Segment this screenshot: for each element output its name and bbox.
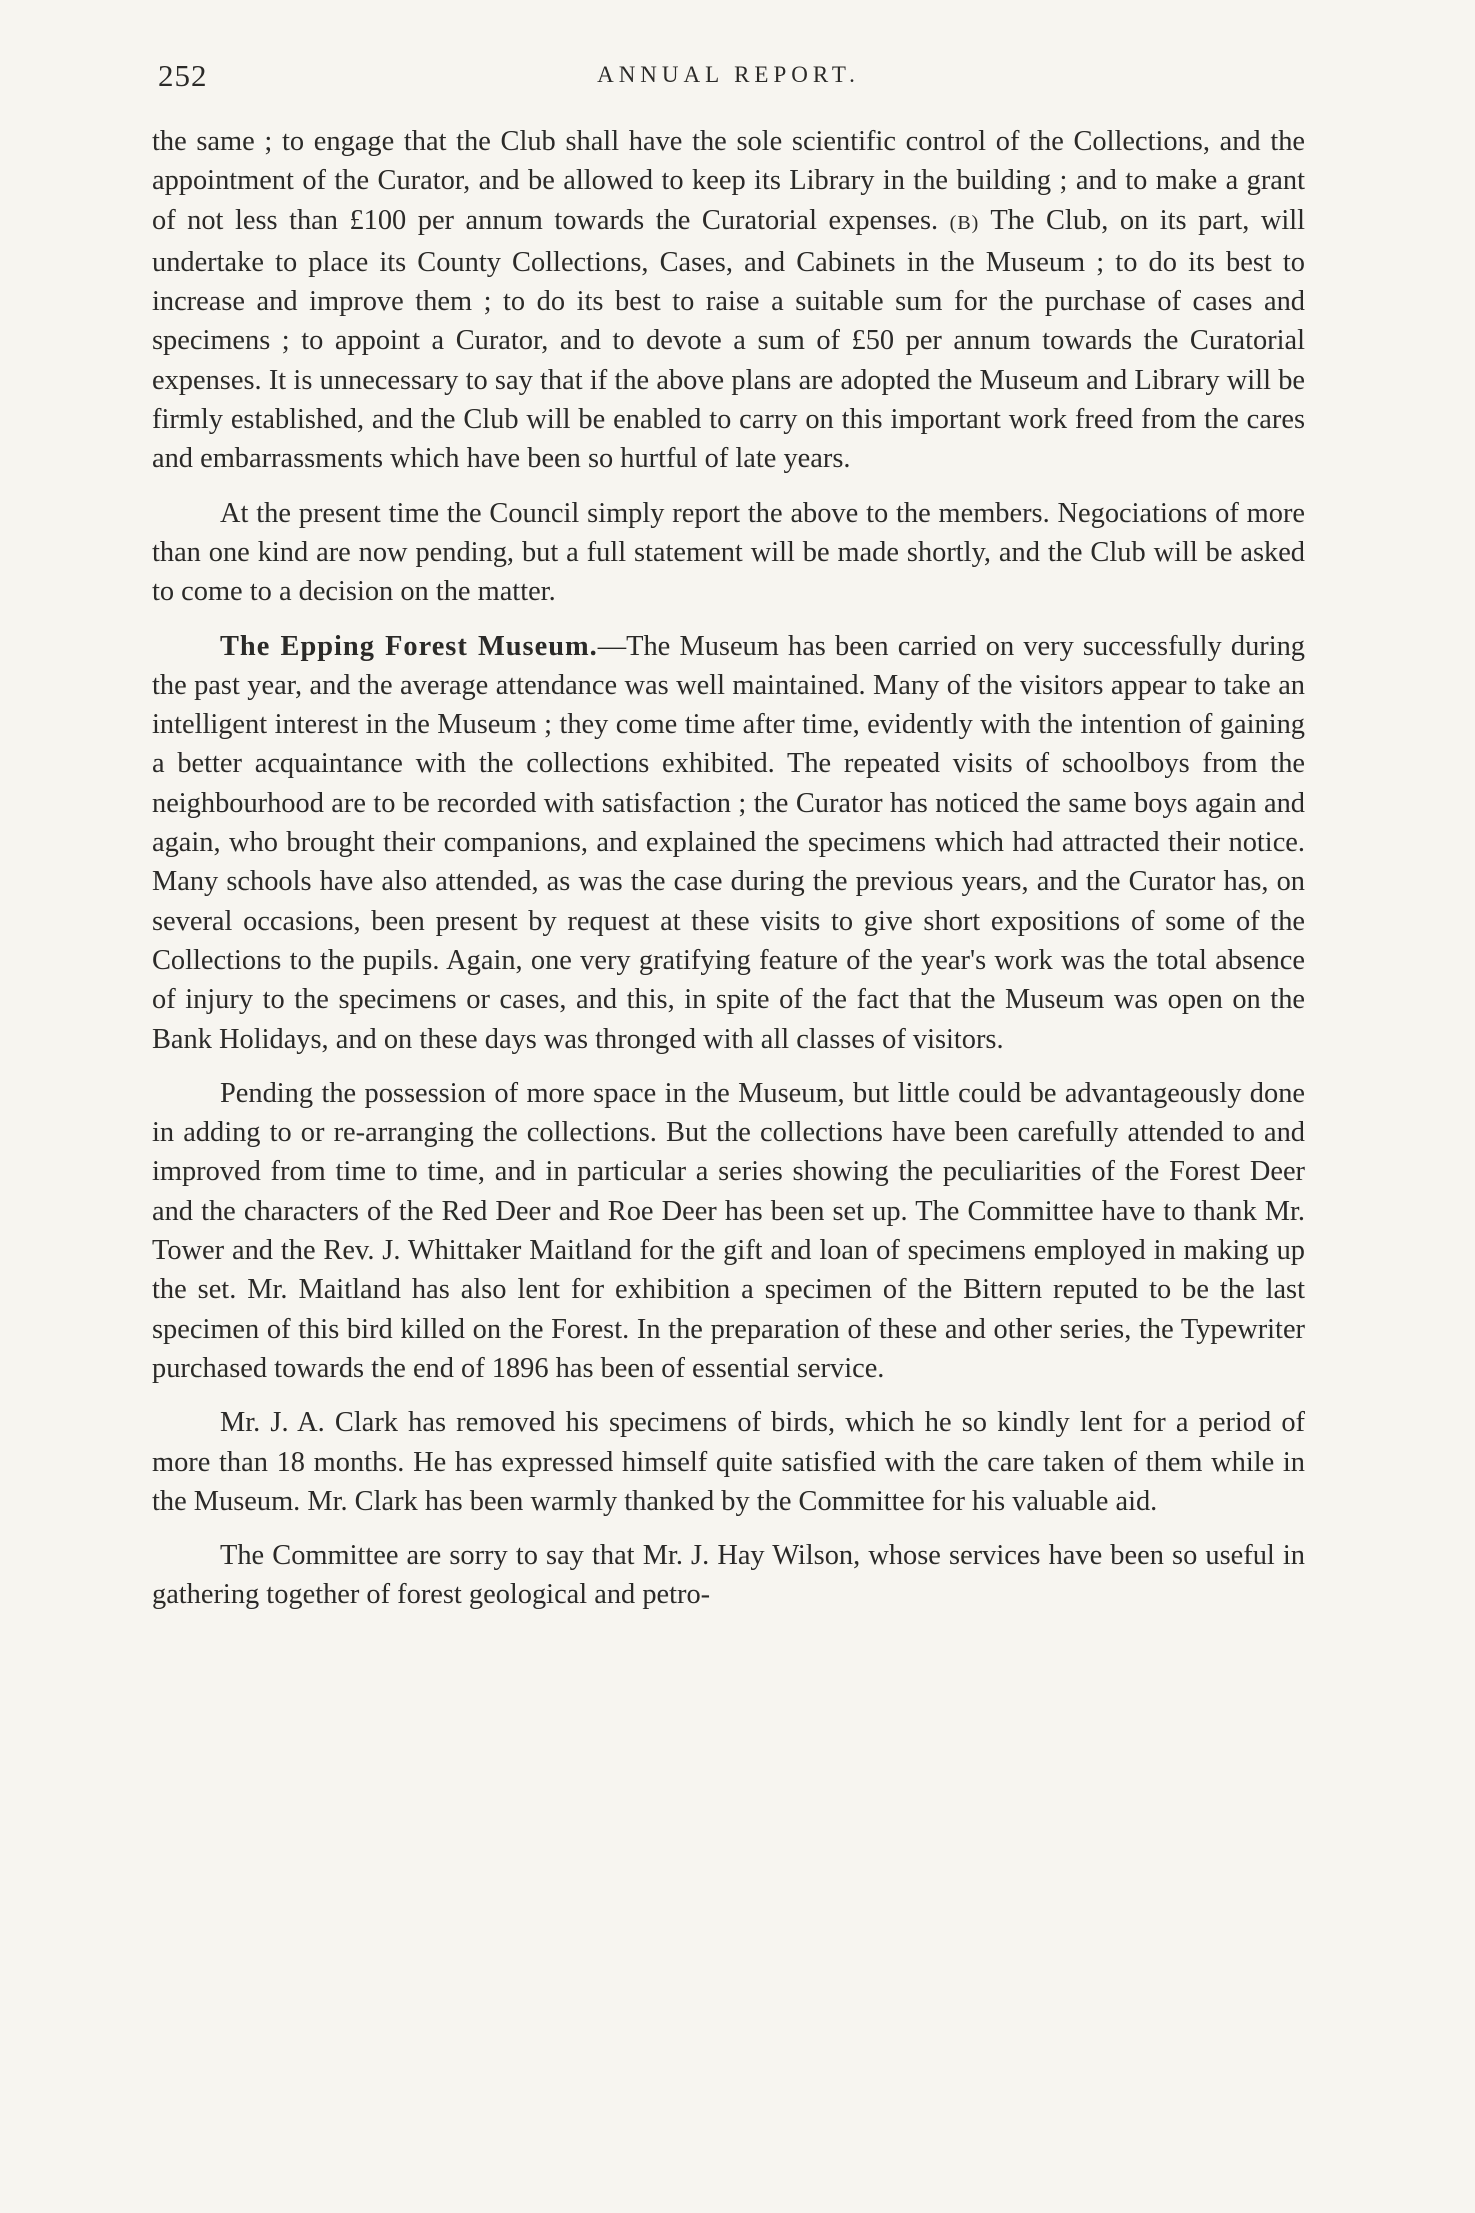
paragraph-council-report: At the present time the Council simply report the above to the members. Negociations of more than one kind are now pending, but a full statement will be made shortly, and the Club will be asked to come to a decision on the matter. [152,497,1305,608]
paragraph-text: The Club, on its part, will undertake to place its County Collections, Cases, and Cabinets in the Museum ; to do its best to increase and improve them ; to do its best to raise a suitable sum for the purchase of cases and specimens ; to appoint a Curator, and to devote a sum of £50 per annum towards the Curatorial expenses. It is unnecessary to say that if the above plans are adopted the Museum and Library will be firmly established, and the Club will be enabled to carry on this important work freed from the cares and embarrassments which have been so hurtful of late years. [152,204,1305,475]
page-header [152,52,1305,98]
paragraph-committee-wilson: The Committee are sorry to say that Mr. J. Hay Wilson, whose services have been so useful in gathering together of forest geological and petro- [152,1540,1305,1611]
paragraph-curatorial-agreement [152,122,1305,479]
document-page [152,52,1305,1630]
paragraph-epping-forest-museum [152,627,1305,1059]
paragraph-collections: Pending the possession of more space in the Museum, but little could be advantageously done in adding to or re-arranging the collections. But the collections have been carefully attended to and improved from time to time, and in particular a series showing the peculiarities of the Forest Deer and the characters of the Red Deer and Roe Deer has been set up. The Committee have to thank Mr. Tower and the Rev. J. Whittaker Maitland for the gift and loan of specimens employed in making up the set. Mr. Maitland has also lent for exhibition a specimen of the Bittern reputed to be the last specimen of this bird killed on the Forest. In the preparation of these and other series, the Typewriter purchased towards the end of 1896 has been of essential service. [152,1077,1305,1384]
paragraph-text: —The Museum has been carried on very successfully during the past year, and the average attendance was well maintained. Many of the visitors appear to take an intelligent interest in the Museum ; they come time after time, evidently with the intention of gaining a better acquaintance with the collections exhibited. The repeated visits of schoolboys from the neighbourhood are to be recorded with satisfaction ; the Curator has noticed the same boys again and again, who brought their companions, and explained the specimens which had attracted their notice. Many schools have also attended, as was the case during the previous years, and the Curator has, on several occasions, been present by request at these visits to give short expositions of some of the Collections to the pupils. Again, one very gratifying feature of the year's work was the total absence of injury to the specimens or cases, and this, in spite of the fact that the Museum was open on the Bank Holidays, and on these days was thronged with all classes of visitors. [152,630,1305,1055]
clause-marker: (B) [949,211,980,234]
running-head: ANNUAL REPORT. [597,62,860,87]
page-number: 252 [158,58,208,93]
paragraph-clark-birds: Mr. J. A. Clark has removed his specimens of birds, which he so kindly lent for a period of more than 18 months. He has expressed himself quite satisfied with the care taken of them while in the Museum. Mr. Clark has been warmly thanked by the Committee for his valuable aid. [152,1407,1305,1517]
section-heading: The Epping Forest Museum. [220,630,598,662]
paragraph-text: the same ; to engage that the Club shall have the sole scientific control of the Collections, and the appointment of the Curator, and be allowed to keep its Library in the building ; and to make a grant of not less than £100 per annum towards the Curatorial expenses. [152,126,1305,236]
